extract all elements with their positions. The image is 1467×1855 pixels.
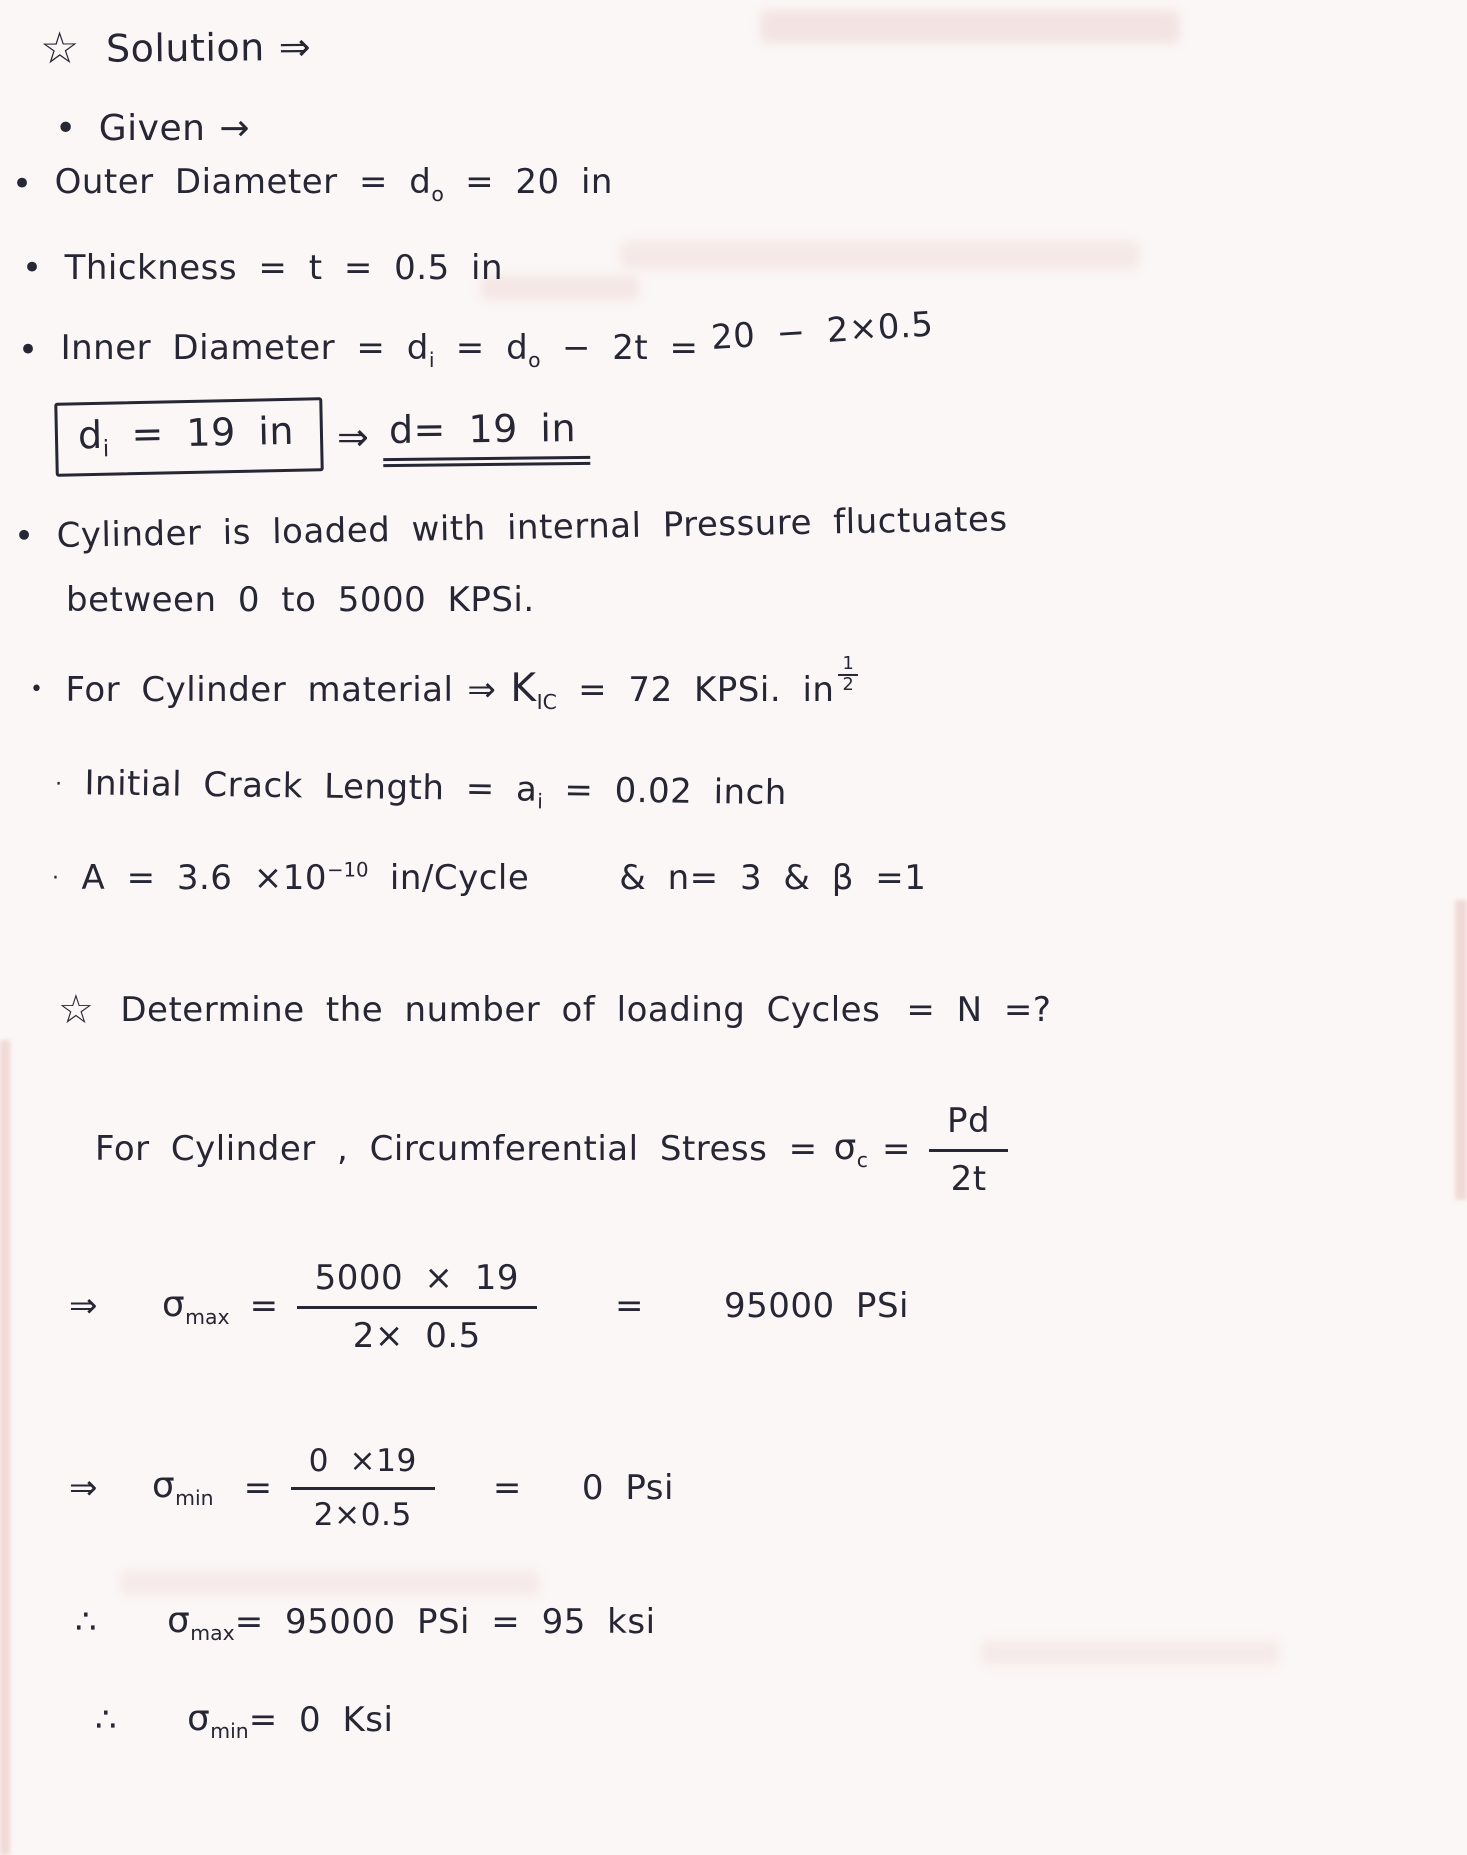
fraction-numerator: Pd bbox=[929, 1098, 1008, 1152]
text-segment: 20 − 2×0.5 bbox=[709, 304, 935, 359]
paris-equation bbox=[82, 858, 530, 898]
outer-diameter-equation bbox=[55, 162, 613, 206]
fraction-pd-2t bbox=[929, 1098, 1008, 1200]
star-icon: ☆ bbox=[39, 22, 81, 75]
determine-text: Determine the number of loading Cycles bbox=[120, 990, 881, 1030]
conclusion-max-text: = 95000 PSi = 95 ksi bbox=[234, 1602, 656, 1643]
text-segment: = 19 in bbox=[108, 408, 295, 457]
bullet-icon: · bbox=[52, 865, 60, 891]
fraction-numerator: 5000 × 19 bbox=[297, 1255, 537, 1309]
bleed-through-mark bbox=[980, 1640, 1280, 1666]
sigma-max bbox=[167, 1600, 235, 1645]
double-arrow-icon: ⇒ bbox=[467, 669, 497, 710]
fraction-sigma-max bbox=[297, 1255, 537, 1357]
line-conclusion-min bbox=[95, 1698, 393, 1743]
line-solution-header bbox=[39, 22, 325, 75]
text-segment: in/Cycle bbox=[368, 858, 530, 898]
bullet-icon: • bbox=[30, 677, 44, 703]
subscript: min bbox=[175, 1485, 214, 1510]
text-segment: − 2t = bbox=[540, 328, 699, 368]
subscript: max bbox=[185, 1304, 230, 1329]
bleed-through-mark bbox=[120, 1570, 540, 1596]
boxed-result bbox=[54, 397, 324, 476]
fraction-numerator: 0 ×19 bbox=[291, 1440, 435, 1490]
equals-sign: = bbox=[614, 1286, 644, 1326]
text-segment: & n= 3 & β =1 bbox=[619, 858, 927, 898]
subscript: i bbox=[428, 347, 435, 372]
text-segment: Initial Crack Length = a bbox=[84, 763, 538, 810]
line-initial-crack bbox=[55, 763, 787, 817]
sigma-symbol: σ bbox=[833, 1126, 857, 1168]
fraction-denominator: 2× 0.5 bbox=[352, 1315, 481, 1356]
subscript: IC bbox=[536, 689, 557, 714]
line-sigma-min bbox=[55, 1440, 674, 1535]
fraction-sigma-min bbox=[291, 1440, 435, 1535]
text-segment: = 19 in bbox=[413, 406, 577, 453]
equals-sign: = bbox=[492, 1467, 522, 1508]
subscript: i bbox=[102, 436, 110, 463]
kic-equation bbox=[510, 666, 834, 714]
page-edge-left bbox=[0, 1040, 10, 1855]
line-outer-diameter bbox=[12, 162, 613, 206]
line-given-header bbox=[55, 108, 264, 149]
line-inner-diameter bbox=[18, 304, 935, 372]
sigma-c bbox=[834, 1127, 868, 1172]
determine-unknown: = N =? bbox=[906, 990, 1052, 1030]
sigma-min-result: 0 Psi bbox=[581, 1467, 674, 1508]
fraction-denominator: 2t bbox=[950, 1158, 987, 1199]
sigma-symbol: σ bbox=[167, 1600, 191, 1641]
text-segment: = 20 in bbox=[443, 162, 613, 202]
line-inner-diameter-result bbox=[55, 400, 591, 474]
fraction-denominator: 2×0.5 bbox=[313, 1497, 412, 1534]
text-segment: For Cylinder material bbox=[65, 669, 454, 710]
line-conclusion-max bbox=[75, 1600, 656, 1645]
line-pressure-2 bbox=[66, 580, 535, 620]
sigma-symbol: σ bbox=[152, 1465, 176, 1507]
given-label: Given bbox=[98, 108, 206, 149]
equals-sign: = bbox=[882, 1129, 911, 1169]
sigma-min bbox=[152, 1465, 214, 1510]
sigma-symbol: σ bbox=[162, 1283, 186, 1325]
superscript: −10 bbox=[327, 858, 369, 882]
text-segment: 2 bbox=[842, 675, 855, 696]
sigma-max bbox=[162, 1284, 230, 1329]
sigma-symbol: σ bbox=[187, 1698, 211, 1739]
equals-sign: = bbox=[243, 1467, 273, 1508]
line-sigma-max bbox=[55, 1255, 909, 1357]
subscript: o bbox=[431, 181, 444, 206]
line-paris-constants bbox=[52, 858, 926, 898]
text-segment: 1 bbox=[838, 655, 858, 677]
pressure-text-1: Cylinder is loaded with internal Pressure fluctuates bbox=[56, 499, 1008, 556]
text-segment: For Cylinder , Circumferential Stress = bbox=[95, 1129, 818, 1169]
page-edge-right bbox=[1455, 900, 1467, 1200]
sigma-max-result: 95000 PSi bbox=[723, 1286, 909, 1326]
line-circumferential-stress bbox=[95, 1098, 1026, 1200]
double-arrow-icon: ⇒ bbox=[69, 1286, 98, 1326]
subscript: max bbox=[190, 1620, 235, 1645]
text-segment: = 0.02 inch bbox=[542, 769, 788, 814]
bullet-icon: • bbox=[18, 329, 39, 370]
bullet-icon: • bbox=[22, 248, 43, 288]
text-segment: K bbox=[510, 666, 537, 711]
line-pressure-1 bbox=[14, 499, 1008, 556]
equals-sign: = bbox=[249, 1286, 279, 1326]
double-arrow-icon: ⇒ bbox=[278, 24, 312, 70]
star-icon: ☆ bbox=[58, 987, 95, 1033]
subscript: c bbox=[856, 1147, 868, 1172]
therefore-symbol: ∴ bbox=[95, 1700, 118, 1741]
exponent-half bbox=[838, 655, 858, 695]
sigma-min bbox=[187, 1698, 249, 1743]
right-arrow-icon: → bbox=[219, 108, 251, 149]
double-arrow-icon: ⇒ bbox=[337, 414, 370, 459]
line-fracture-toughness bbox=[30, 653, 858, 714]
conclusion-min-text: = 0 Ksi bbox=[248, 1700, 394, 1741]
bullet-icon: • bbox=[55, 108, 77, 149]
text-segment: d bbox=[389, 408, 415, 453]
solution-label: Solution bbox=[105, 25, 265, 71]
text-segment: A = 3.6 ×10 bbox=[81, 858, 327, 898]
text-segment: = 72 KPSi. in bbox=[556, 670, 835, 710]
text-segment: Outer Diameter = d bbox=[54, 162, 432, 202]
thickness-equation: Thickness = t = 0.5 in bbox=[64, 248, 504, 288]
bullet-icon: • bbox=[13, 516, 35, 557]
line-determine bbox=[58, 987, 1052, 1033]
bullet-icon: • bbox=[12, 163, 33, 204]
line-thickness bbox=[22, 248, 503, 288]
bullet-icon: · bbox=[54, 772, 63, 798]
text-segment: d bbox=[77, 412, 104, 458]
therefore-symbol: ∴ bbox=[75, 1602, 98, 1643]
bleed-through-mark bbox=[760, 10, 1180, 44]
text-segment: = d bbox=[434, 328, 529, 368]
underlined-result bbox=[383, 406, 591, 467]
subscript: min bbox=[210, 1718, 249, 1743]
crack-equation bbox=[84, 763, 787, 817]
text-segment: Inner Diameter = d bbox=[60, 328, 429, 368]
pressure-text-2: between 0 to 5000 KPSi. bbox=[66, 580, 535, 620]
double-arrow-icon: ⇒ bbox=[69, 1467, 98, 1508]
subscript: o bbox=[528, 347, 541, 372]
bleed-through-mark bbox=[620, 240, 1140, 270]
bleed-through-mark bbox=[480, 275, 640, 301]
inner-diameter-equation bbox=[60, 304, 936, 372]
subscript: i bbox=[537, 789, 544, 814]
